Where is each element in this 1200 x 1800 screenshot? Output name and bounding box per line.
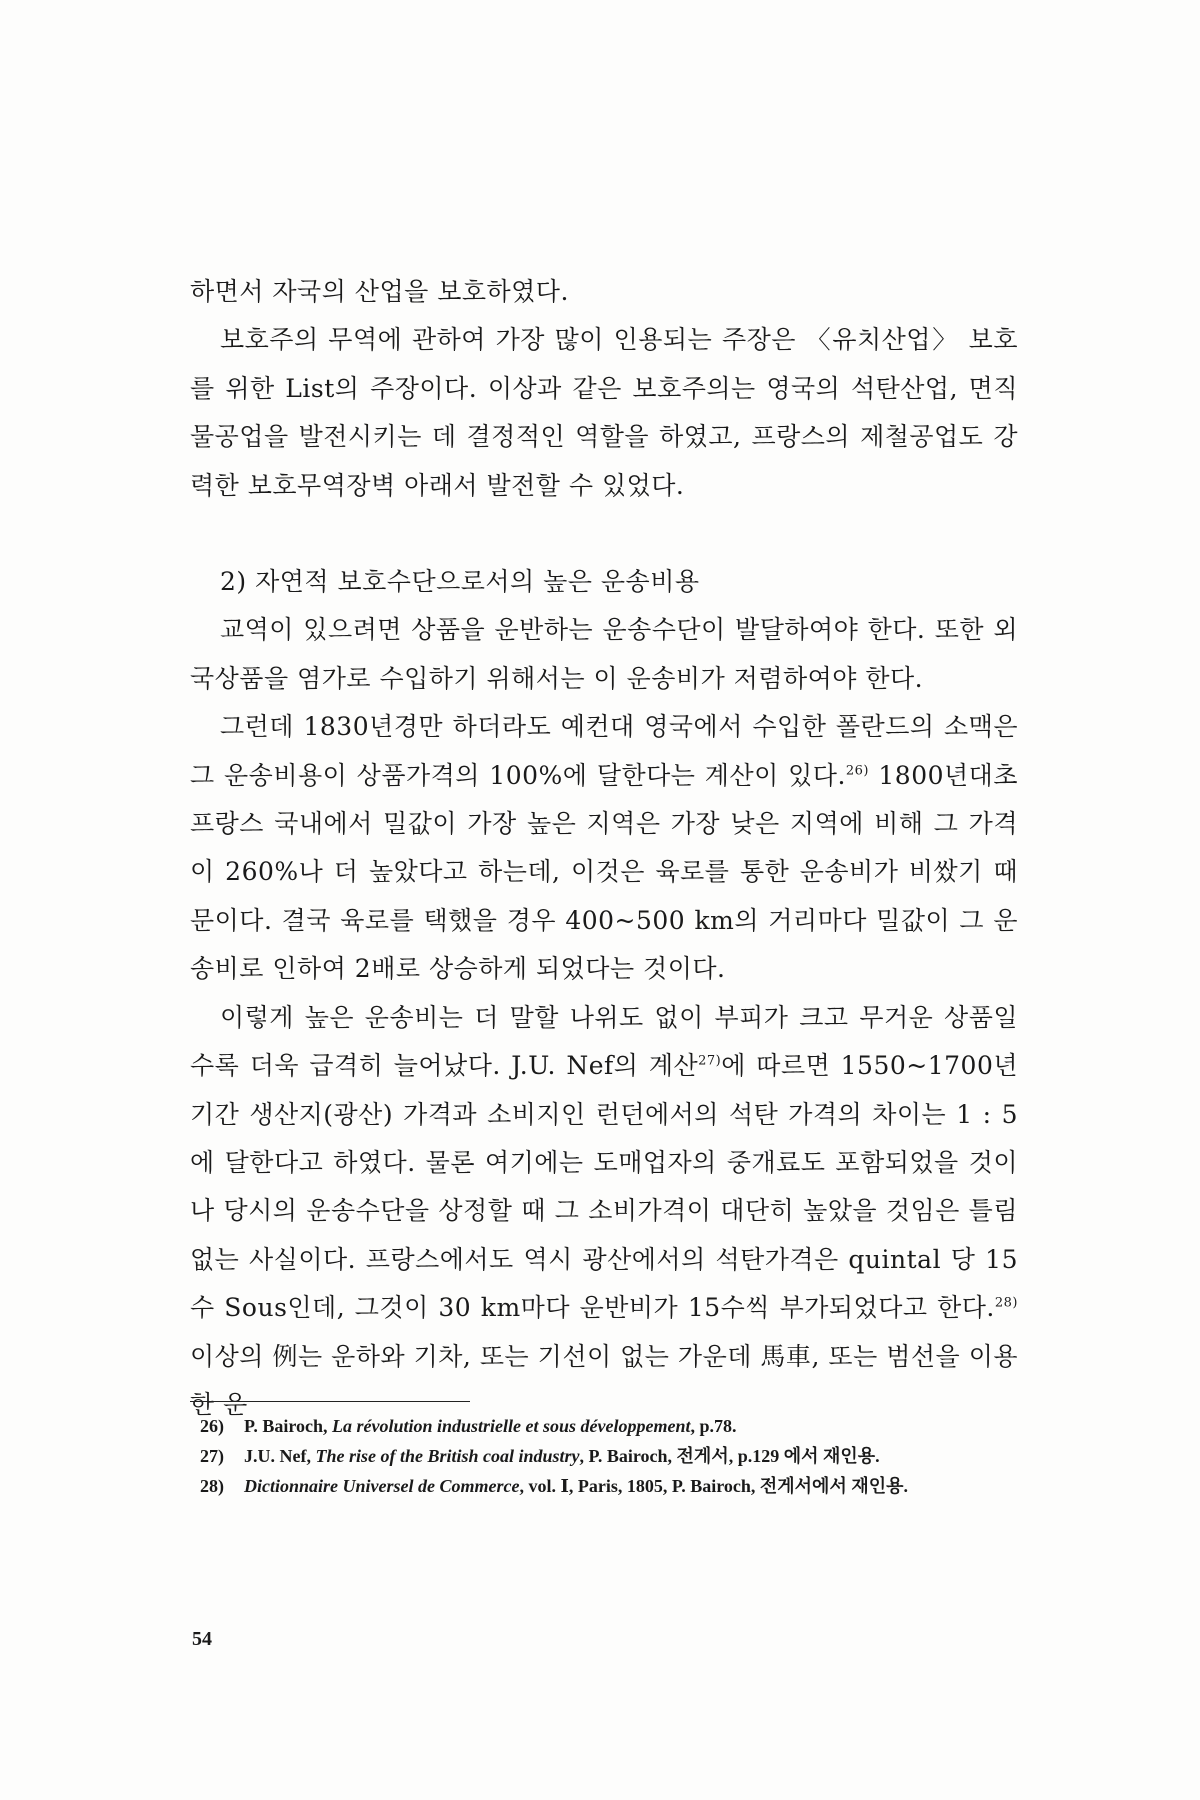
paragraph-coal-prices [190, 994, 1018, 1430]
section-heading: 2) 자연적 보호수단으로서의 높은 운송비용 [220, 567, 700, 597]
footnote-title: The rise of the British coal industry [315, 1446, 580, 1466]
paragraph-coal-prices-text-b: 에 따르면 1550~1700년 기간 생산지(광산) 가격과 소비지인 런던에서의 석탄 가격의 차이는 1 : 5에 달한다고 하였다. 물론 여기에는 도매업자의 중개료도 포함되었을 것이나 당시의 운송수단을 상정할 때 그 소비가격이 대단히 높았을 것임은 틀림없는 사실이다. 프랑스에서도 역시 광산에서의 석탄가격은 quintal 당 15수 Sous인데, 그것이 30 km마다 운반비가 15수씩 부가되었다고 한다. [190, 1051, 1018, 1323]
footnote-text-post: , P. Bairoch, 전게서, p.129 에서 재인용. [579, 1446, 880, 1466]
footnote-text-post: , vol. Ⅰ, Paris, 1805, P. Bairoch, 전게서에서 재인용. [519, 1476, 908, 1496]
paragraph-wheat-prices-text-b: 1800년대초 프랑스 국내에서 밀값이 가장 높은 지역은 가장 낮은 지역에 비해 그 가격이 260%나 더 높았다고 하는데, 이것은 육로를 통한 운송비가 비쌌기 때문이다. 결국 육로를 택했을 경우 400~500 km의 거리마다 밀값이 그 운송비로 인하여 2배로 상승하게 되었다는 것이다. [190, 760, 1018, 984]
footnote-27 [190, 1441, 1018, 1471]
footnote-ref-28: 28) [994, 1295, 1018, 1311]
paragraph-wheat-prices [190, 703, 1018, 993]
footnote-number: 28) [200, 1476, 224, 1496]
footnote-text-post: , p.78. [690, 1416, 737, 1436]
footnote-title: Dictionnaire Universel de Commerce [244, 1476, 520, 1496]
footnotes [190, 1411, 1018, 1501]
paragraph-coal-prices-text-c: 이상의 例는 운하와 기차, 또는 기선이 없는 가운데 馬車, 또는 범선을 이용한 운 [190, 1341, 1018, 1419]
footnote-title: La révolution industrielle et sous développement [332, 1416, 691, 1436]
footnote-number: 27) [200, 1446, 224, 1466]
page-number: 54 [192, 1628, 212, 1650]
footnote-28 [190, 1471, 1018, 1501]
main-text [190, 268, 1018, 1429]
footnote-divider [190, 1401, 470, 1402]
footnote-26 [190, 1411, 1018, 1441]
paragraph-protectionism: 보호주의 무역에 관하여 가장 많이 인용되는 주장은 〈유치산업〉 보호를 위한 List의 주장이다. 이상과 같은 보호주의는 영국의 석탄산업, 면직물공업을 발전시키는 데 결정적인 역할을 하였고, 프랑스의 제철공업도 강력한 보호무역장벽 아래서 발전할 수 있었다. [190, 325, 1018, 500]
paragraph-continuation: 하면서 자국의 산업을 보호하였다. [190, 277, 569, 306]
footnote-ref-26: 26) [845, 763, 870, 779]
footnote-number: 26) [200, 1416, 224, 1436]
footnote-text-pre: P. Bairoch, [244, 1416, 333, 1436]
paragraph-transport: 교역이 있으려면 상품을 운반하는 운송수단이 발달하여야 한다. 또한 외국상품을 염가로 수입하기 위해서는 이 운송비가 저렴하여야 한다. [190, 615, 1018, 693]
footnote-text-pre: J.U. Nef, [244, 1446, 316, 1466]
paragraph-wheat-prices-text-a: 그런데 1830년경만 하더라도 예컨대 영국에서 수입한 폴란드의 소맥은 그 운송비용이 상품가격의 100%에 달한다는 계산이 있다. [190, 712, 1018, 790]
footnote-ref-27: 27) [698, 1053, 722, 1069]
paragraph-coal-prices-text-a: 이렇게 높은 운송비는 더 말할 나위도 없이 부피가 크고 무거운 상품일수록 더욱 급격히 늘어났다. J.U. Nef의 계산 [190, 1002, 1018, 1081]
